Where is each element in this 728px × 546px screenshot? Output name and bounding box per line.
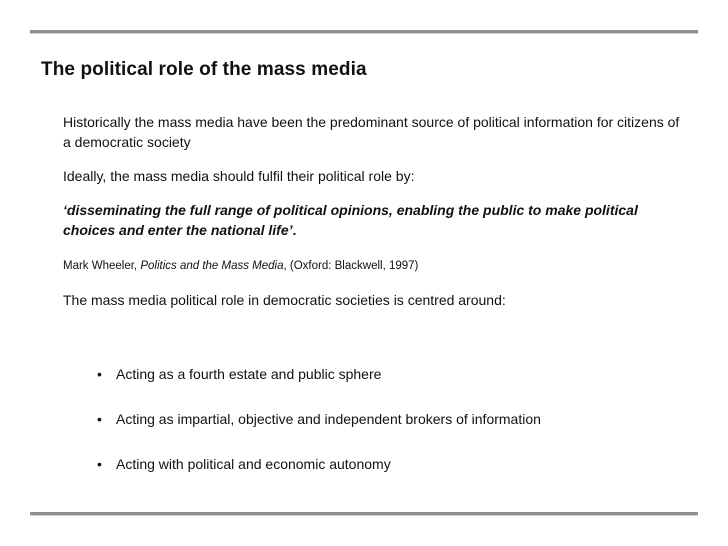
ideal-role-paragraph: Ideally, the mass media should fulfil their political role by: bbox=[63, 168, 415, 184]
bullet-icon: • bbox=[97, 366, 102, 382]
bullet-icon: • bbox=[97, 411, 102, 427]
democratic-role-paragraph: The mass media political role in democratic societies is centred around: bbox=[63, 292, 506, 308]
bullet-text: Acting as impartial, objective and independent brokers of information bbox=[116, 411, 541, 427]
role-bullet-list bbox=[97, 364, 541, 499]
bullet-item-fourth-estate bbox=[97, 364, 541, 409]
citation-book-title: Politics and the Mass Media bbox=[140, 260, 284, 272]
citation bbox=[63, 258, 683, 274]
quote-period: . bbox=[292, 222, 297, 238]
slide-body bbox=[63, 112, 683, 310]
citation-publisher: , (Oxford: Blackwell, 1997) bbox=[283, 260, 419, 272]
quote-paragraph bbox=[63, 200, 683, 240]
intro-paragraph: Historically the mass media have been the predominant source of political information for citizens of a democratic society bbox=[63, 114, 680, 150]
bullet-text: Acting with political and economic autonomy bbox=[116, 456, 391, 472]
bullet-icon: • bbox=[97, 456, 102, 472]
top-divider bbox=[30, 30, 698, 34]
slide-title: The political role of the mass media bbox=[41, 59, 367, 80]
citation-author: Mark Wheeler, bbox=[63, 260, 141, 272]
bullet-text: Acting as a fourth estate and public sphere bbox=[116, 366, 382, 382]
bullet-item-impartial-brokers bbox=[97, 409, 541, 454]
quote-text: ‘disseminating the full range of political opinions, enabling the public to make political choices and enter the national life’ bbox=[63, 202, 638, 238]
bullet-item-autonomy bbox=[97, 454, 541, 499]
bottom-divider bbox=[30, 512, 698, 516]
